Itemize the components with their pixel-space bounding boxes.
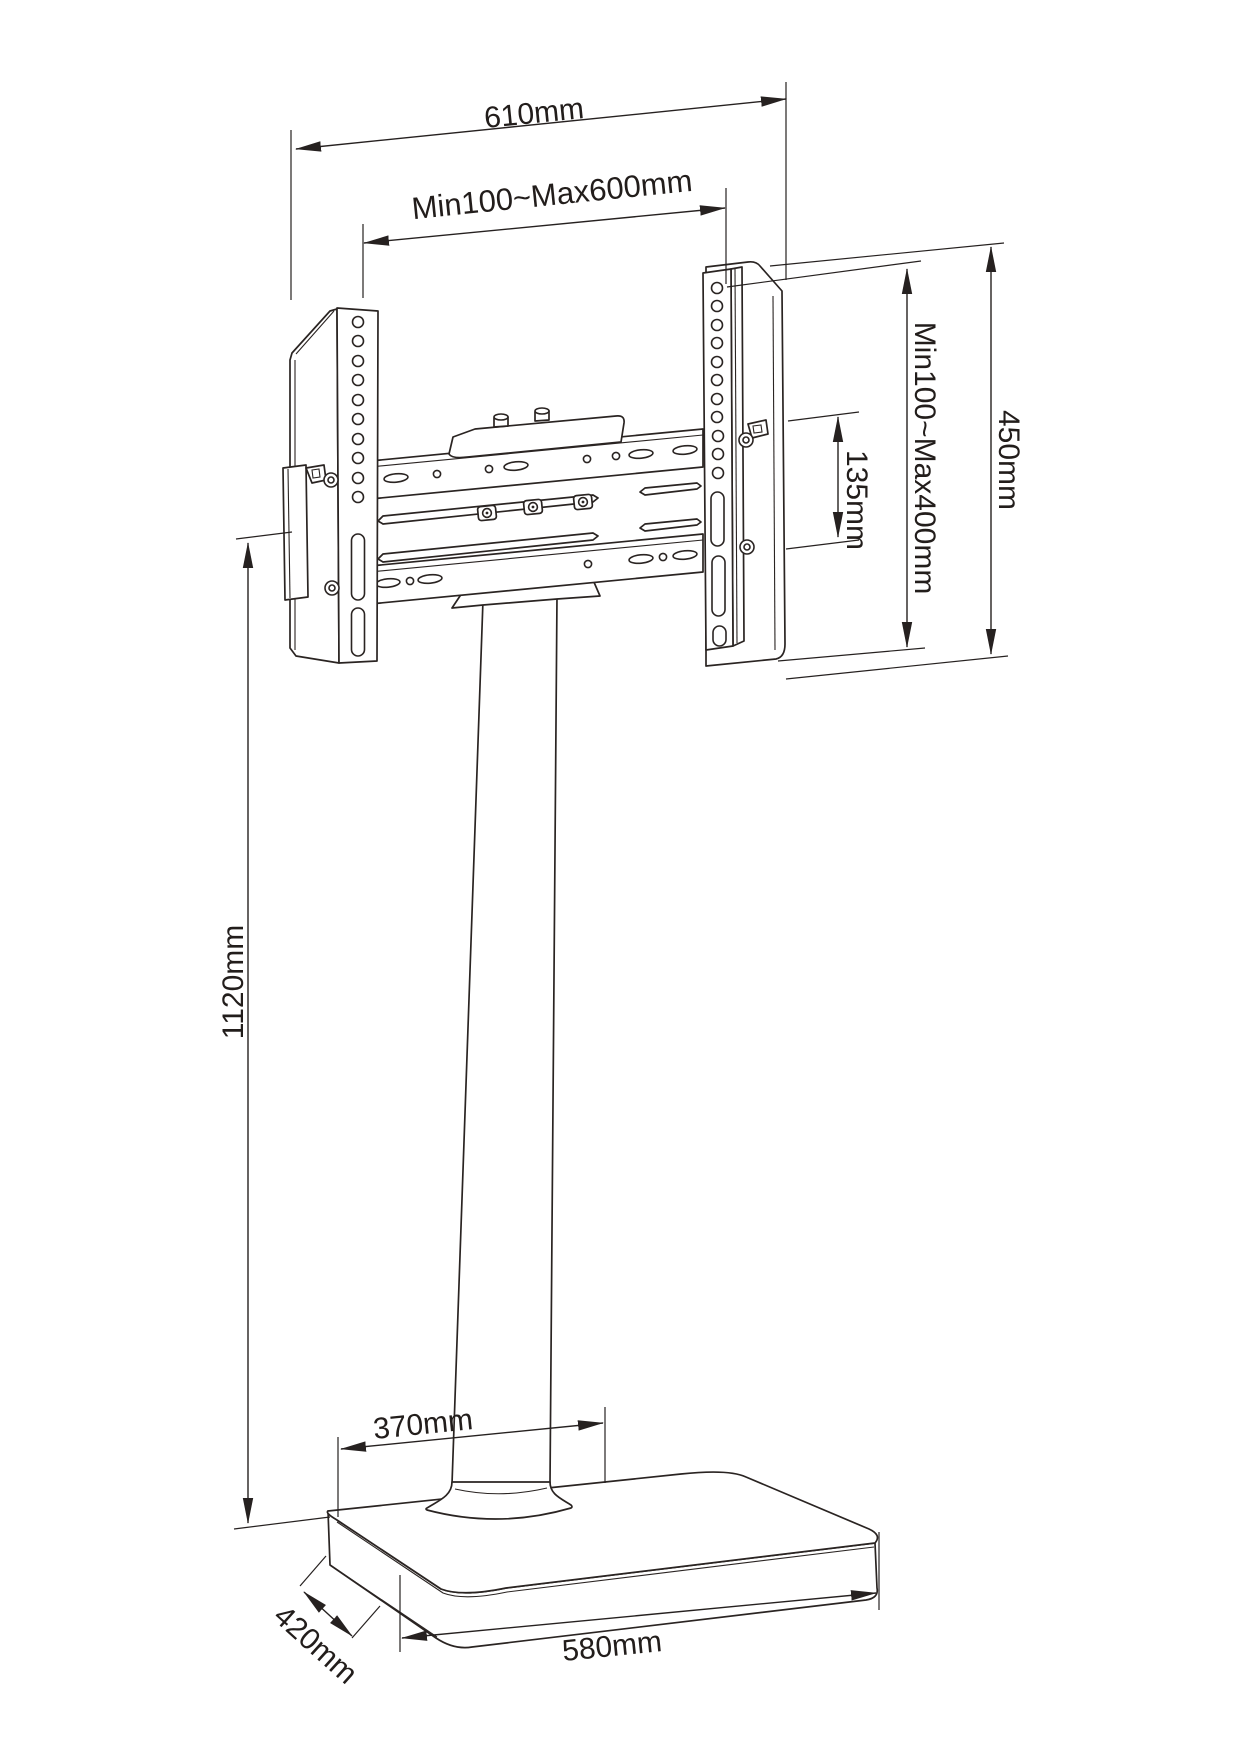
mount-plate-bolts bbox=[477, 494, 592, 521]
dim-mount-width-range bbox=[363, 163, 726, 298]
right-vesa-rail bbox=[703, 267, 744, 650]
stand-column bbox=[452, 596, 557, 1484]
dim-column-height bbox=[217, 532, 330, 1529]
dim-label-bracket-height: 450mm bbox=[992, 409, 1025, 511]
base-plate bbox=[327, 1472, 877, 1648]
dim-label-column-height: 1120mm bbox=[217, 924, 250, 1040]
column-base-collar bbox=[426, 1482, 572, 1519]
dim-label-base-width: 580mm bbox=[560, 1625, 664, 1669]
dim-label-mount-height-range: Min100~Max400mm bbox=[908, 321, 941, 595]
dim-label-base-offset: 370mm bbox=[371, 1403, 475, 1447]
dim-label-base-depth: 420mm bbox=[267, 1599, 364, 1691]
dim-bracket-height bbox=[770, 243, 1025, 679]
dim-rail-spacing bbox=[786, 412, 873, 550]
dim-label-overall-width: 610mm bbox=[482, 92, 586, 136]
dim-label-rail-spacing: 135mm bbox=[840, 449, 873, 551]
dim-label-mount-width-range: Min100~Max600mm bbox=[410, 162, 694, 227]
